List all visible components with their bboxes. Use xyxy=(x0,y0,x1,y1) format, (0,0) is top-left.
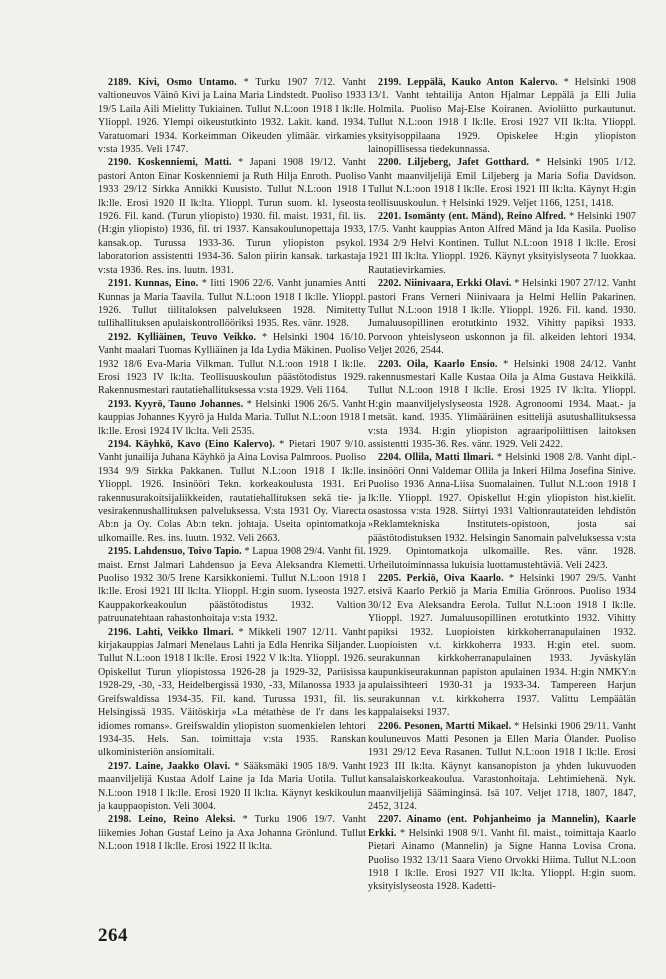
biography-entry xyxy=(98,398,366,438)
biography-entry xyxy=(368,451,636,572)
biography-entry xyxy=(368,720,636,814)
entry-text: * Helsinki 1907 27/12. Vanht pastori Frans Verneri Niinivaara ja Helmi Hellin Pakarinen. Tullut N.L:oon 1918 I lk:lle. Ylioppl. 1926. Fil. kand. 1930. Jumaluusopillinen erotutkinto 1932. Vihitty papiksi 1933. Porvoon yhteislyseon uskonnon ja fil. alkeiden lehtori 1934. Veljet 2026, 2544. xyxy=(368,278,636,357)
entry-text: * Helsinki 1908 9/1. Vanht fil. maist., toimittaja Kaarlo Pietari Ainamo (Mannelin) ja Signe Hanna Lovisa Crona. Puoliso 1932 13/11 Saara Vieno Orvokki Hiima. Tullut N.L:oon 1918 I lk:lle. Erosi 1927 VII lk:lta. Ylioppl. H:gin suom. yksityislyseosta 1928. Kadetti- xyxy=(368,827,637,893)
entry-heading: 2207. Ainamo (ent. Pohjanheimo ja Mannelin), Kaarle Erkki. xyxy=(368,814,636,839)
biography-entry xyxy=(98,277,366,331)
biography-entry xyxy=(368,277,636,357)
entry-text: * Sääksmäki 1905 18/9. Vanht maanviljelijä Kustaa Adolf Laine ja Ida Maria Uotila. Tullut N.L:oon 1918 I lk:lle. Erosi 1920 II lk:lta. Käynyt keskikoulun ja kauppaopiston. Veli 3004. xyxy=(98,760,366,812)
biography-entry xyxy=(98,76,366,156)
entry-text: * Mikkeli 1907 12/11. Vanht kirjakauppias Jalmari Menelaus Lahti ja Edla Henrika Siljander. Tullut N.L:oon 1918 I lk:lle. Erosi 1922 V lk:lta. Ylioppl. 1926. Opiskellut Turun yliopistossa 1926-28 ja 1929-32, Pariisissa 1928-29, -30, -33, Heidelbergissä 1930, -33, Milanossa 1933 ja Greifswaldissa 1934-35. Fil. kand. Turussa 1931, fil. lis. Helsingissä 1935. Väitöskirja »La métathèse de l'r dans les idiomes romans». Greifswaldin yliopiston suomenkielen lehtori 1934-35. Hels. San. toimittaja v:sta 1935. Ranskan ulkoministeriön ansiomitali. xyxy=(98,626,366,759)
entry-heading: 2206. Pesonen, Martti Mikael. xyxy=(378,720,512,732)
entry-heading: 2191. Kunnas, Eino. xyxy=(108,278,199,290)
entry-heading: 2192. Kylliäinen, Teuvo Veikko. xyxy=(108,331,257,343)
entry-heading: 2189. Kivi, Osmo Untamo. xyxy=(108,77,237,88)
biography-entry xyxy=(368,572,636,719)
entry-text: * Lapua 1908 29/4. Vanht fil. maist. Ernst Jalmari Lahdensuo ja Eeva Aleksandra Klemetti. Puoliso 1932 30/5 Irene Karsikkoniemi. Tullut N.L:oon 1918 I lk:lle. Erosi 1921 III lk:lta. Ylioppl. H:gin suom. lyseosta 1927. Kauppakorkeakoulun päästötodistus 1932. Valtion patruunatehtaan rahastonhoitaja v:sta 1932. xyxy=(98,546,366,625)
entry-text: * Helsinki 1908 24/12. Vanht rakennusmestari Kalle Kustaa Oila ja Alma Gustava Heikkilä. Tullut N.L:oon 1918 I lk:lle. Erosi 1925 IV lk:lta. Ylioppl. H:gin maanviljelyslyseosta 1928. Agronoomi 1934. Maat.- ja metsät. kand. 1935. Ylimääräinen esittelijä asutushallituksessa v:sta 1934. H:gin yliopiston agraaripoliittisen laitoksen assistentti 1935-36. Res. vänr. 1929. Veli 2422. xyxy=(368,358,636,450)
entry-text: * Helsinki 1904 16/10. Vanht maalari Tuomas Kylliäinen ja Ida Lydia Mäkinen. Puoliso 1932 18/6 Eva-Maria Vilkman. Tullut N.L:oon 1918 I lk:lle. Erosi 1923 IV lk:lta. Teollisuuskoulun päästötodistus 1929. Rakennusmestari rautatiehallituksessa v:sta 1929. Veli 1164. xyxy=(98,331,366,397)
entry-text: * Turku 1906 19/7. Vanht liikemies Johan Gustaf Leino ja Axa Johanna Grönlund. Tullut N.L:oon 1918 I lk:lle. Erosi 1922 II lk:lta. xyxy=(98,814,367,853)
entry-heading: 2205. Perkiö, Oiva Kaarlo. xyxy=(378,573,504,585)
biography-entry xyxy=(368,358,636,452)
right-column xyxy=(368,76,636,894)
entry-text: * Helsinki 1906 29/11. Vanht kouluneuvos Matti Pesonen ja Ellen Maria Ölander. Puoliso 1931 29/12 Eeva Rasanen. Tullut N.L:oon 1918 I lk:lle. Erosi 1923 III lk:lta. Käynyt kansanopiston ja yhden lukuvuoden kansalaiskorkeakoulua. Varastonhoitaja. Lehtimiehenä. Nyk. maanviljelijä Sääminginsä. Isä 107. Veljet 1718, 1807, 1847, 2452, 3124. xyxy=(368,720,637,812)
entry-heading: 2198. Leino, Reino Aleksi. xyxy=(108,814,236,826)
entry-heading: 2202. Niinivaara, Erkki Olavi. xyxy=(378,278,512,290)
biography-entry xyxy=(368,813,636,893)
left-column xyxy=(98,76,366,854)
entry-heading: 2190. Koskenniemi, Matti. xyxy=(108,157,232,169)
entry-text: * Helsinki 1906 26/5. Vanht kauppias Johannes Kyyrö ja Hulda Maria. Tullut N.L:oon 1918 I lk:lle. Erosi 1924 IV lk:lta. Veli 2535. xyxy=(98,398,366,437)
entry-text: * Iitti 1906 22/6. Vanht junamies Antti Kunnas ja Maria Taavila. Tullut N.L:oon 1918 I lk:lle. Ylioppl. 1926. Tullut tiilitaloksen palvelukseen 1928. Nimitetty tullihallituksen apulaiskontrollööriksi 1935. Res. vänr. 1928. xyxy=(98,278,367,330)
page-number: 264 xyxy=(98,925,128,946)
biography-entry xyxy=(368,210,636,277)
entry-text: * Helsinki 1908 2/8. Vanht dipl.-insinööri Onni Valdemar Ollila ja Inkeri Hilma Josefina Sinive. Puoliso 1936 Anna-Liisa Suomalainen. Tullut N.L:oon 1918 I lk:lle. Ylioppl. 1927. Opiskellut H:gin yliopiston hist.kielit. osastossa v:sta 1928. Siirtyi 1931 Valtionrautateiden lehdistön »Reklamtekniska Institutets-opistoon, josta sai päästötodistuksen 1932. Helsingin Sanomain palveluksessa v:sta 1929. Opintomatkoja ulkomaille. Res. vänr. 1928. Urheilutoiminnassa lukuisia luottamustehtäviä. Veli 2423. xyxy=(368,452,637,571)
biography-entry xyxy=(98,331,366,398)
entry-text: * Helsinki 1908 13/1. Vanht tehtailija Anton Hjalmar Leppälä ja Elli Julia Holmila. Puoliso Maj-Else Koiranen. Avioliitto purkautunut. Tullut N.L:oon 1918 I lk:lle. Erosi 1927 VII lk:lta. Ylioppl. yksityisoppilaana 1929. Opiskelee H:gin yliopiston lainopillisessa tiedekunnassa. xyxy=(368,77,636,156)
entry-text: * Turku 1907 7/12. Vanht valtioneuvos Väinö Kivi ja Laina Maria Lindstedt. Puoliso 1933 19/5 Laila Aili Mielitty Tukiainen. Tullut N.L:oon 1918 I lk:lle. Ylioppl. 1926. Ylempi oikeustutkinto 1932. Lakit. kand. 1934. Varatuomari 1934. Korkeimman Oikeuden ylimäär. virkamies v:sta 1935. Veli 1747. xyxy=(98,77,366,156)
biography-entry xyxy=(98,545,366,625)
entry-heading: 2197. Laine, Jaakko Olavi. xyxy=(108,760,231,772)
entry-heading: 2203. Oila, Kaarlo Ensio. xyxy=(378,358,498,370)
biography-entry xyxy=(98,626,366,760)
entry-heading: 2200. Liljeberg, Jafet Gotthard. xyxy=(378,157,530,169)
entry-heading: 2194. Käyhkö, Kavo (Eino Kalervo). xyxy=(108,438,275,450)
entry-text: * Helsinki 1905 1/12. Vanht maanviljelijä Emil Liljeberg ja Maria Sofia Davidson. Tullut N.L:oon 1918 I lk:lle. Erosi 1921 III lk:lta. Käynyt H:gin teollisuuskoulun. † Helsinki 1929. Veljet 1166, 1251, 1418. xyxy=(368,157,637,209)
biography-entry xyxy=(98,438,366,545)
entry-text: * Pietari 1907 9/10. Vanht junailija Juhana Käyhkö ja Aina Lovisa Palmroos. Puoliso 1934 9/9 Sirkka Pakkanen. Tullut N.L:oon 1918 I lk:lle. Ylioppl. 1926. Insinööri Tekn. korkeakoulusta 1931. Eri rakennusurakoitsijaliikkeiden, rautatiehallituksen sekä tie- ja vesirakennushallituksen palveluksessa. V:sta 1931 Oy. Viarecta Ab:n ja Oy. Colas Ab:n tekn. johtaja. Useita opintomatkoja ulkomaille. Res. ins. luutn. 1932. Veli 2663. xyxy=(98,438,367,544)
entry-heading: 2201. Isomänty (ent. Mänd), Reino Alfred. xyxy=(378,211,567,223)
entry-heading: 2196. Lahti, Veikko Ilmari. xyxy=(108,626,234,638)
entry-text: * Japani 1908 19/12. Vanht pastori Anton Einar Koskenniemi ja Ruth Hilja Enroth. Puoliso 1933 29/12 Sirkka Annikki Kuusisto. Tullut N.L:oon 1918 I lk:lle. Erosi 1920 II lk:lta. Ylioppl. Turun suom. kl. lyseosta 1926. Fil. kand. (Turun yliopisto) 1930. fil. maist. 1931, fil. lis. (H:gin yliopisto) 1936, fil. tri 1937. Kansakoulunopettaja 1933, kansak.op. Turussa 1933-36. Turun yliopiston psykol. laboratorion assistentti 1934-36. Salon piirin kansak. tarkastaja v:sta 1936. Res. ins. luutn. 1931. xyxy=(98,157,366,276)
entry-text: * Helsinki 1907 17/5. Vanht kauppias Anton Alfred Mänd ja Ida Kasila. Puoliso 1934 2/9 Helvi Kontinen. Tullut N.L:oon 1918 I lk:lle. Erosi 1921 III lk:lta. Ylioppl. 1926. Käynyt yksityislyseota 7 luokkaa. Rautatievirkamies. xyxy=(368,211,636,276)
biography-entry xyxy=(368,156,636,210)
biography-entry xyxy=(98,156,366,277)
biography-entry xyxy=(98,760,366,814)
entry-heading: 2199. Leppälä, Kauko Anton Kalervo. xyxy=(378,77,558,88)
biography-entry xyxy=(98,813,366,853)
entry-heading: 2193. Kyyrö, Tauno Johannes. xyxy=(108,398,244,410)
entry-text: * Helsinki 1907 29/5. Vanht etsivä Kaarlo Perkiö ja Maria Emilia Grönroos. Puoliso 1934 30/12 Eva Aleksandra Eerola. Tullut N.L:oon 1918 I lk:lle. Ylioppl. 1927. Jumaluusopillinen erotutkinto 1932. Vihitty papiksi 1932. Luopioisten kirkkoherranapulainen 1932. Luopioisten v.t. kirkkoherra 1933. H:gin etel. suom. seurakunnan kirkkoherranapulainen 1933. Jyväskylän kaupunkiseurakunnan papiston apulainen 1934. H:gin NMKY:n apulaissihteeri 1930-31 ja 1933-34. Tampereen Harjun seurakunnan v.t. kirkkoherra 1937. Valittu Lempäälän kappalaiseksi 1937. xyxy=(368,573,636,719)
entry-heading: 2204. Ollila, Matti Ilmari. xyxy=(378,452,494,464)
biography-entry xyxy=(368,76,636,156)
entry-heading: 2195. Lahdensuo, Toivo Tapio. xyxy=(108,546,242,558)
